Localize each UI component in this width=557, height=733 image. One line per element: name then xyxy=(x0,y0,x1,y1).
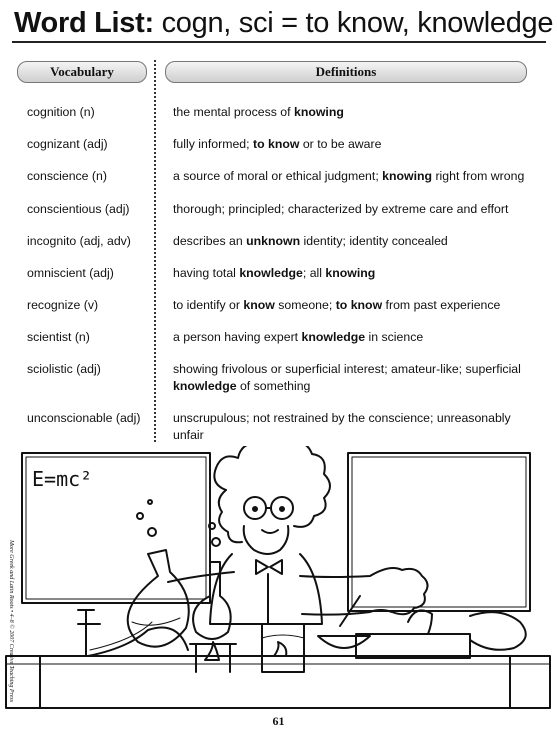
definition xyxy=(173,297,533,314)
title-roots: cogn, sci = to know, knowledge xyxy=(153,7,554,39)
definition xyxy=(173,136,533,153)
vocabulary-word: cognizant (adj) xyxy=(27,137,108,151)
definition xyxy=(173,168,533,185)
definition-text: having total xyxy=(173,266,240,280)
gas-tap xyxy=(78,610,100,656)
page-title xyxy=(14,6,554,40)
definition-keyword: knowing xyxy=(382,169,433,183)
bow-tie xyxy=(256,560,282,574)
definition-keyword: to know xyxy=(335,298,383,312)
title-rule xyxy=(12,41,546,43)
vocabulary-word: omniscient (adj) xyxy=(27,266,114,280)
definitions-header: Definitions xyxy=(165,61,527,83)
vocabulary-word: unconscionable (adj) xyxy=(27,411,141,425)
definition-text: to identify or xyxy=(173,298,244,312)
definition xyxy=(173,104,533,121)
definition-keyword: unknown xyxy=(246,234,301,248)
vocabulary-word: recognize (v) xyxy=(27,298,99,312)
definition xyxy=(173,329,533,346)
definition-text: of something xyxy=(236,379,311,393)
definition-text: fully informed; xyxy=(173,137,253,151)
vocabulary-word: incognito (adj, adv) xyxy=(27,234,131,248)
definition-keyword: to know xyxy=(252,137,300,151)
definition-text: describes an xyxy=(173,234,247,248)
scientist-hand xyxy=(300,568,428,615)
scientist-illustration xyxy=(0,446,557,711)
definition-text: the mental process of xyxy=(173,105,294,119)
beaker xyxy=(262,624,304,672)
definition-text: identity; identity concealed xyxy=(300,234,448,248)
definition-text: unscrupulous; not restrained by the conscience; unreasonably unfair xyxy=(173,411,511,442)
vocabulary-word: conscientious (adj) xyxy=(27,202,130,216)
faucet xyxy=(408,610,432,634)
definition-keyword: knowing xyxy=(325,266,376,280)
vocabulary-word: sciolistic (adj) xyxy=(27,362,101,376)
vocabulary-word: scientist (n) xyxy=(27,330,90,344)
definition-text: showing frivolous or superficial interest; amateur-like; superficial xyxy=(173,362,521,376)
vocabulary-word: cognition (n) xyxy=(27,105,95,119)
definition-text: in science xyxy=(365,330,424,344)
definition xyxy=(173,361,533,395)
definition-text: a person having expert xyxy=(173,330,302,344)
boot xyxy=(470,612,526,650)
column-divider xyxy=(154,60,156,442)
definition-keyword: know xyxy=(243,298,275,312)
definition-keyword: knowing xyxy=(293,105,344,119)
definition-keyword: knowledge xyxy=(173,379,237,393)
definition-text: right from wrong xyxy=(432,169,525,183)
sink xyxy=(356,634,470,658)
definition-text: a source of moral or ethical judgment; xyxy=(173,169,383,183)
side-credit: More Greek and Latin Roots • 4–8 © 2007 Creative Teaching Press xyxy=(8,540,14,703)
definition-text: or to be aware xyxy=(299,137,382,151)
definition xyxy=(173,201,533,218)
definition-text: thorough; principled; characterized by extreme care and effort xyxy=(173,202,509,216)
definition-keyword: knowledge xyxy=(301,330,366,344)
definition-text: someone; xyxy=(274,298,336,312)
flask-held xyxy=(128,550,189,647)
vocabulary-word: conscience (n) xyxy=(27,169,107,183)
page-number: 61 xyxy=(272,714,285,728)
title-label: Word List: xyxy=(14,7,154,39)
definition-text: from past experience xyxy=(382,298,501,312)
right-chalkboard xyxy=(348,453,530,611)
definition xyxy=(173,233,533,250)
vocabulary-header: Vocabulary xyxy=(17,61,147,83)
definition xyxy=(173,410,533,444)
chalkboard-equation: E=mc² xyxy=(32,467,93,491)
definition-keyword: knowledge xyxy=(239,266,303,280)
definition xyxy=(173,265,533,282)
mortar-bowl xyxy=(318,636,370,648)
definition-text: ; all xyxy=(302,266,326,280)
